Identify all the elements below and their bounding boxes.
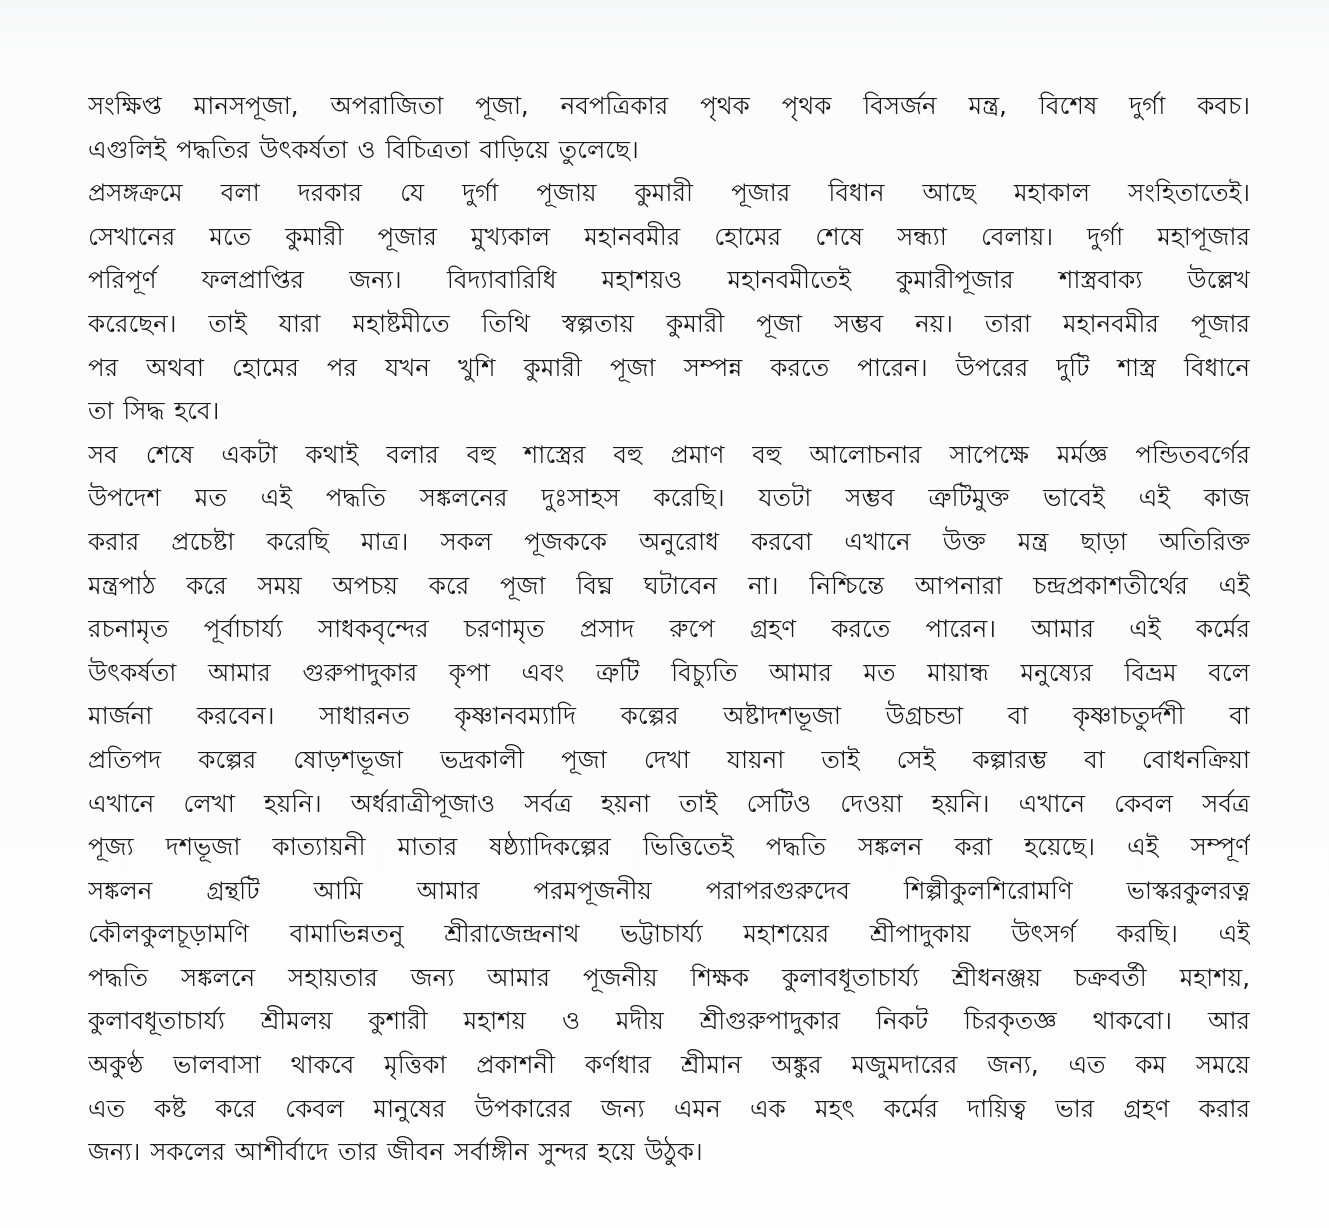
text-line: পর অথবা হোমের পর যখন খুশি কুমারী পূজা সম্পন্ন করতে পারেন। উপরের দুটি শাস্ত্র বিধানে bbox=[88, 352, 1250, 382]
text-line: অকুণ্ঠ ভালবাসা থাকবে মৃত্তিকা প্রকাশনী কর্ণধার শ্রীমান অঙ্কুর মজুমদারের জন্য, এত কম সময়ে bbox=[88, 1050, 1250, 1080]
text-line: এখানে লেখা হয়নি। অর্ধরাত্রীপূজাও সর্বত্র হয়না তাই সেটিও দেওয়া হয়নি। এখানে কেবল সর্বত্র bbox=[88, 788, 1250, 818]
text-line: কৌলকুলচূড়ামণি বামাভিন্নতনু শ্রীরাজেন্দ্রনাথ ভট্টাচার্য্য মহাশয়ের শ্রীপাদুকায় উৎসর্গ করছি। এই bbox=[88, 919, 1250, 949]
text-line: উপদেশ মত এই পদ্ধতি সঙ্কলনের দুঃসাহস করেছি। যতটা সম্ভব ত্রুটিমুক্ত ভাবেই এই কাজ bbox=[88, 483, 1250, 513]
text-line: উৎকর্ষতা আমার গুরুপাদুকার কৃপা এবং ত্রুটি বিচ্যুতি আমার মত মায়ান্ধ মনুষ্যের বিভ্রম বলে bbox=[88, 657, 1250, 687]
text-line: সব শেষে একটা কথাই বলার বহু শাস্ত্রের বহু প্রমাণ বহু আলোচনার সাপেক্ষে মর্মজ্ঞ পন্ডিতবর্গের bbox=[88, 439, 1250, 469]
text-line: পূজ্য দশভূজা কাত্যায়নী মাতার ষষ্ঠ্যাদিকল্পের ভিত্তিতেই পদ্ধতি সঙ্কলন করা হয়েছে। এই সম্পূর্ণ bbox=[88, 832, 1250, 862]
text-line: প্রতিপদ কল্পের ষোড়শভূজা ভদ্রকালী পূজা দেখা যায়না তাই সেই কল্পারম্ভ বা বোধনক্রিয়া bbox=[88, 744, 1250, 774]
body-text bbox=[88, 84, 1250, 1174]
text-line: সঙ্কলন গ্রন্থটি আমি আমার পরমপূজনীয় পরাপরগুরুদেব শিল্পীকুলশিরোমণি ভাস্করকুলরত্ন bbox=[88, 875, 1250, 905]
text-line: তা সিদ্ধ হবে। bbox=[88, 396, 220, 426]
paragraph-3 bbox=[88, 433, 1250, 1174]
paragraph-2 bbox=[88, 171, 1250, 433]
text-line: মার্জনা করবেন। সাধারনত কৃষ্ণানবম্যাদি কল্পের অষ্টাদশভূজা উগ্রচন্ডা বা কৃষ্ণাচতুর্দশী বা bbox=[88, 701, 1250, 731]
text-line: জন্য। সকলের আশীর্বাদে তার জীবন সর্বাঙ্গীন সুন্দর হয়ে উঠুক। bbox=[88, 1137, 703, 1167]
text-line: করেছেন। তাই যারা মহাষ্টমীতে তিথি স্বল্পতায় কুমারী পূজা সম্ভব নয়। তারা মহানবমীর পূজার bbox=[88, 308, 1250, 338]
text-line: এত কষ্ট করে কেবল মানুষের উপকারের জন্য এমন এক মহৎ কর্মের দায়িত্ব ভার গ্রহণ করার bbox=[88, 1093, 1250, 1123]
text-line: কুলাবধূতাচার্য্য শ্রীমলয় কুশারী মহাশয় ও মদীয় শ্রীগুরুপাদুকার নিকট চিরকৃতজ্ঞ থাকবো। আর bbox=[88, 1006, 1250, 1036]
paragraph-1 bbox=[88, 84, 1250, 171]
text-line: প্রসঙ্গক্রমে বলা দরকার যে দুর্গা পূজায় কুমারী পূজার বিধান আছে মহাকাল সংহিতাতেই। bbox=[88, 178, 1250, 208]
text-line: পদ্ধতি সঙ্কলনে সহায়তার জন্য আমার পূজনীয় শিক্ষক কুলাবধূতাচার্য্য শ্রীধনঞ্জয় চক্রবর্তী মহাশয়, bbox=[88, 962, 1250, 992]
text-line: করার প্রচেষ্টা করেছি মাত্র। সকল পূজককে অনুরোধ করবো এখানে উক্ত মন্ত্র ছাড়া অতিরিক্ত bbox=[88, 526, 1250, 556]
text-line: এগুলিই পদ্ধতির উৎকর্ষতা ও বিচিত্রতা বাড়িয়ে তুলেছে। bbox=[88, 134, 639, 164]
text-line: সংক্ষিপ্ত মানসপূজা, অপরাজিতা পূজা, নবপত্রিকার পৃথক পৃথক বিসর্জন মন্ত্র, বিশেষ দুর্গা কবচ। bbox=[88, 91, 1250, 120]
text-line: পরিপূর্ণ ফলপ্রাপ্তির জন্য। বিদ্যাবারিধি মহাশয়ও মহানবমীতেই কুমারীপূজার শাস্ত্রবাক্য উল্লেখ bbox=[88, 265, 1250, 295]
text-line: সেখানের মতে কুমারী পূজার মুখ্যকাল মহানবমীর হোমের শেষে সন্ধ্যা বেলায়। দুর্গা মহাপূজার bbox=[88, 221, 1250, 251]
text-line: মন্ত্রপাঠ করে সময় অপচয় করে পূজা বিঘ্ন ঘটাবেন না। নিশ্চিন্তে আপনারা চন্দ্রপ্রকাশতীর্থের এই bbox=[88, 570, 1250, 600]
text-line: রচনামৃত পূর্বাচার্য্য সাধকবৃন্দের চরণামৃত প্রসাদ রুপে গ্রহণ করতে পারেন। আমার এই কর্মের bbox=[88, 614, 1250, 644]
